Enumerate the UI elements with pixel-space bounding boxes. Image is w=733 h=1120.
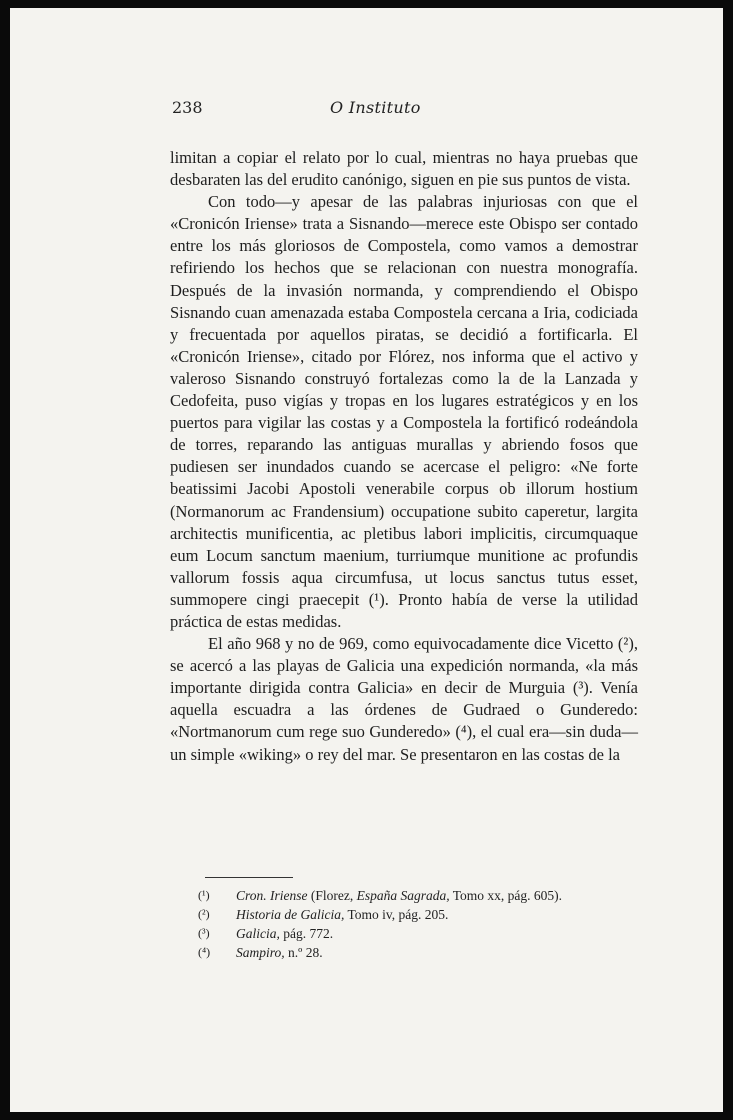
page-header (160, 96, 638, 126)
footnote-mark: (⁴) (198, 945, 211, 959)
footnote-source: España Sagrada, (356, 888, 450, 903)
paragraph: Con todo—y apesar de las palabras injuriosas con que el «Cronicón Iriense» trata a Sisnando—merece este Obispo ser contado entre los más gloriosos de Compostela, como vamos a demostrar refiriendo los hechos que se relacionan con nuestra monografía. Después de la invasión normanda, y comprendiendo el Obispo Sisnando cuan amenazada estaba Compostela cercana a Iria, codiciada y frecuentada por aquellos piratas, se decidió a fortificarla. El «Cronicón Iriense», citado por Flórez, nos informa que el activo y valeroso Sisnando construyó fortalezas como la de la Lanzada y Cedofeita, puso vigías y tropas en los lugares estratégicos y en los puertos para vigilar las costas y a Compostela la fortificó rodeándola de torres, reparando las antiguas murallas y abriendo fosos que pudiesen ser inundados cuando se acercase el peligro: «Ne forte beatissimi Jacobi Apostoli venerabile corpus ob illorum hostium (Normanorum ac Frandensium) occupatione subito caperetur, largita architectis munificentia, ac pletibus labori implicitis, circumquaque eum Locum sanctum maenium, turriumque munitione ac profundis vallorum fossis aqua circumfusa, ut locus sanctus tutus esset, summopere cingi praecepit (¹). Pronto había de verse la utilidad práctica de estas medidas. (170, 192, 638, 631)
footnote-source: Cron. Iriense (236, 888, 308, 903)
footnote-mark: (³) (198, 926, 210, 940)
page-number: 238 (172, 98, 203, 117)
footnote: (¹) Cron. Iriense (Florez, España Sagrada, Tomo xx, pág. 605). (198, 888, 563, 903)
footnotes (198, 886, 638, 962)
paragraph: El año 968 y no de 969, como equivocadamente dice Vicetto (²), se acercó a las playas de Galicia una expedición normanda, «la más importante dirigida contra Galicia» en decir de Murguia (³). Venía aquella escuadra a las órdenes de Gudraed o Gunderedo: «Nortmanorum cum rege suo Gunderedo» (⁴), el cual era—sin duda—un simple «wiking» o rey del mar. Se presentaron en las costas de la (170, 634, 638, 764)
footnote: (⁴) Sampiro, n.º 28. (198, 945, 323, 960)
footnote-divider (205, 877, 293, 878)
footnote-source: Historia de Galicia, (236, 907, 345, 922)
book-page (10, 8, 723, 1112)
paragraph-continued: limitan a copiar el relato por lo cual, mientras no haya pruebas que desbaraten las del erudito canónigo, siguen en pie sus puntos de vista. (170, 148, 638, 190)
footnote-source: Galicia, (236, 926, 280, 941)
footnote: (³) Galicia, pág. 772. (198, 926, 334, 941)
footnote-source: Sampiro, (236, 945, 285, 960)
body-text (170, 147, 638, 766)
footnote-mark: (²) (198, 907, 210, 921)
running-title: O Instituto (330, 98, 421, 117)
footnote: (²) Historia de Galicia, Tomo iv, pág. 205. (198, 907, 449, 922)
footnote-mark: (¹) (198, 888, 210, 902)
